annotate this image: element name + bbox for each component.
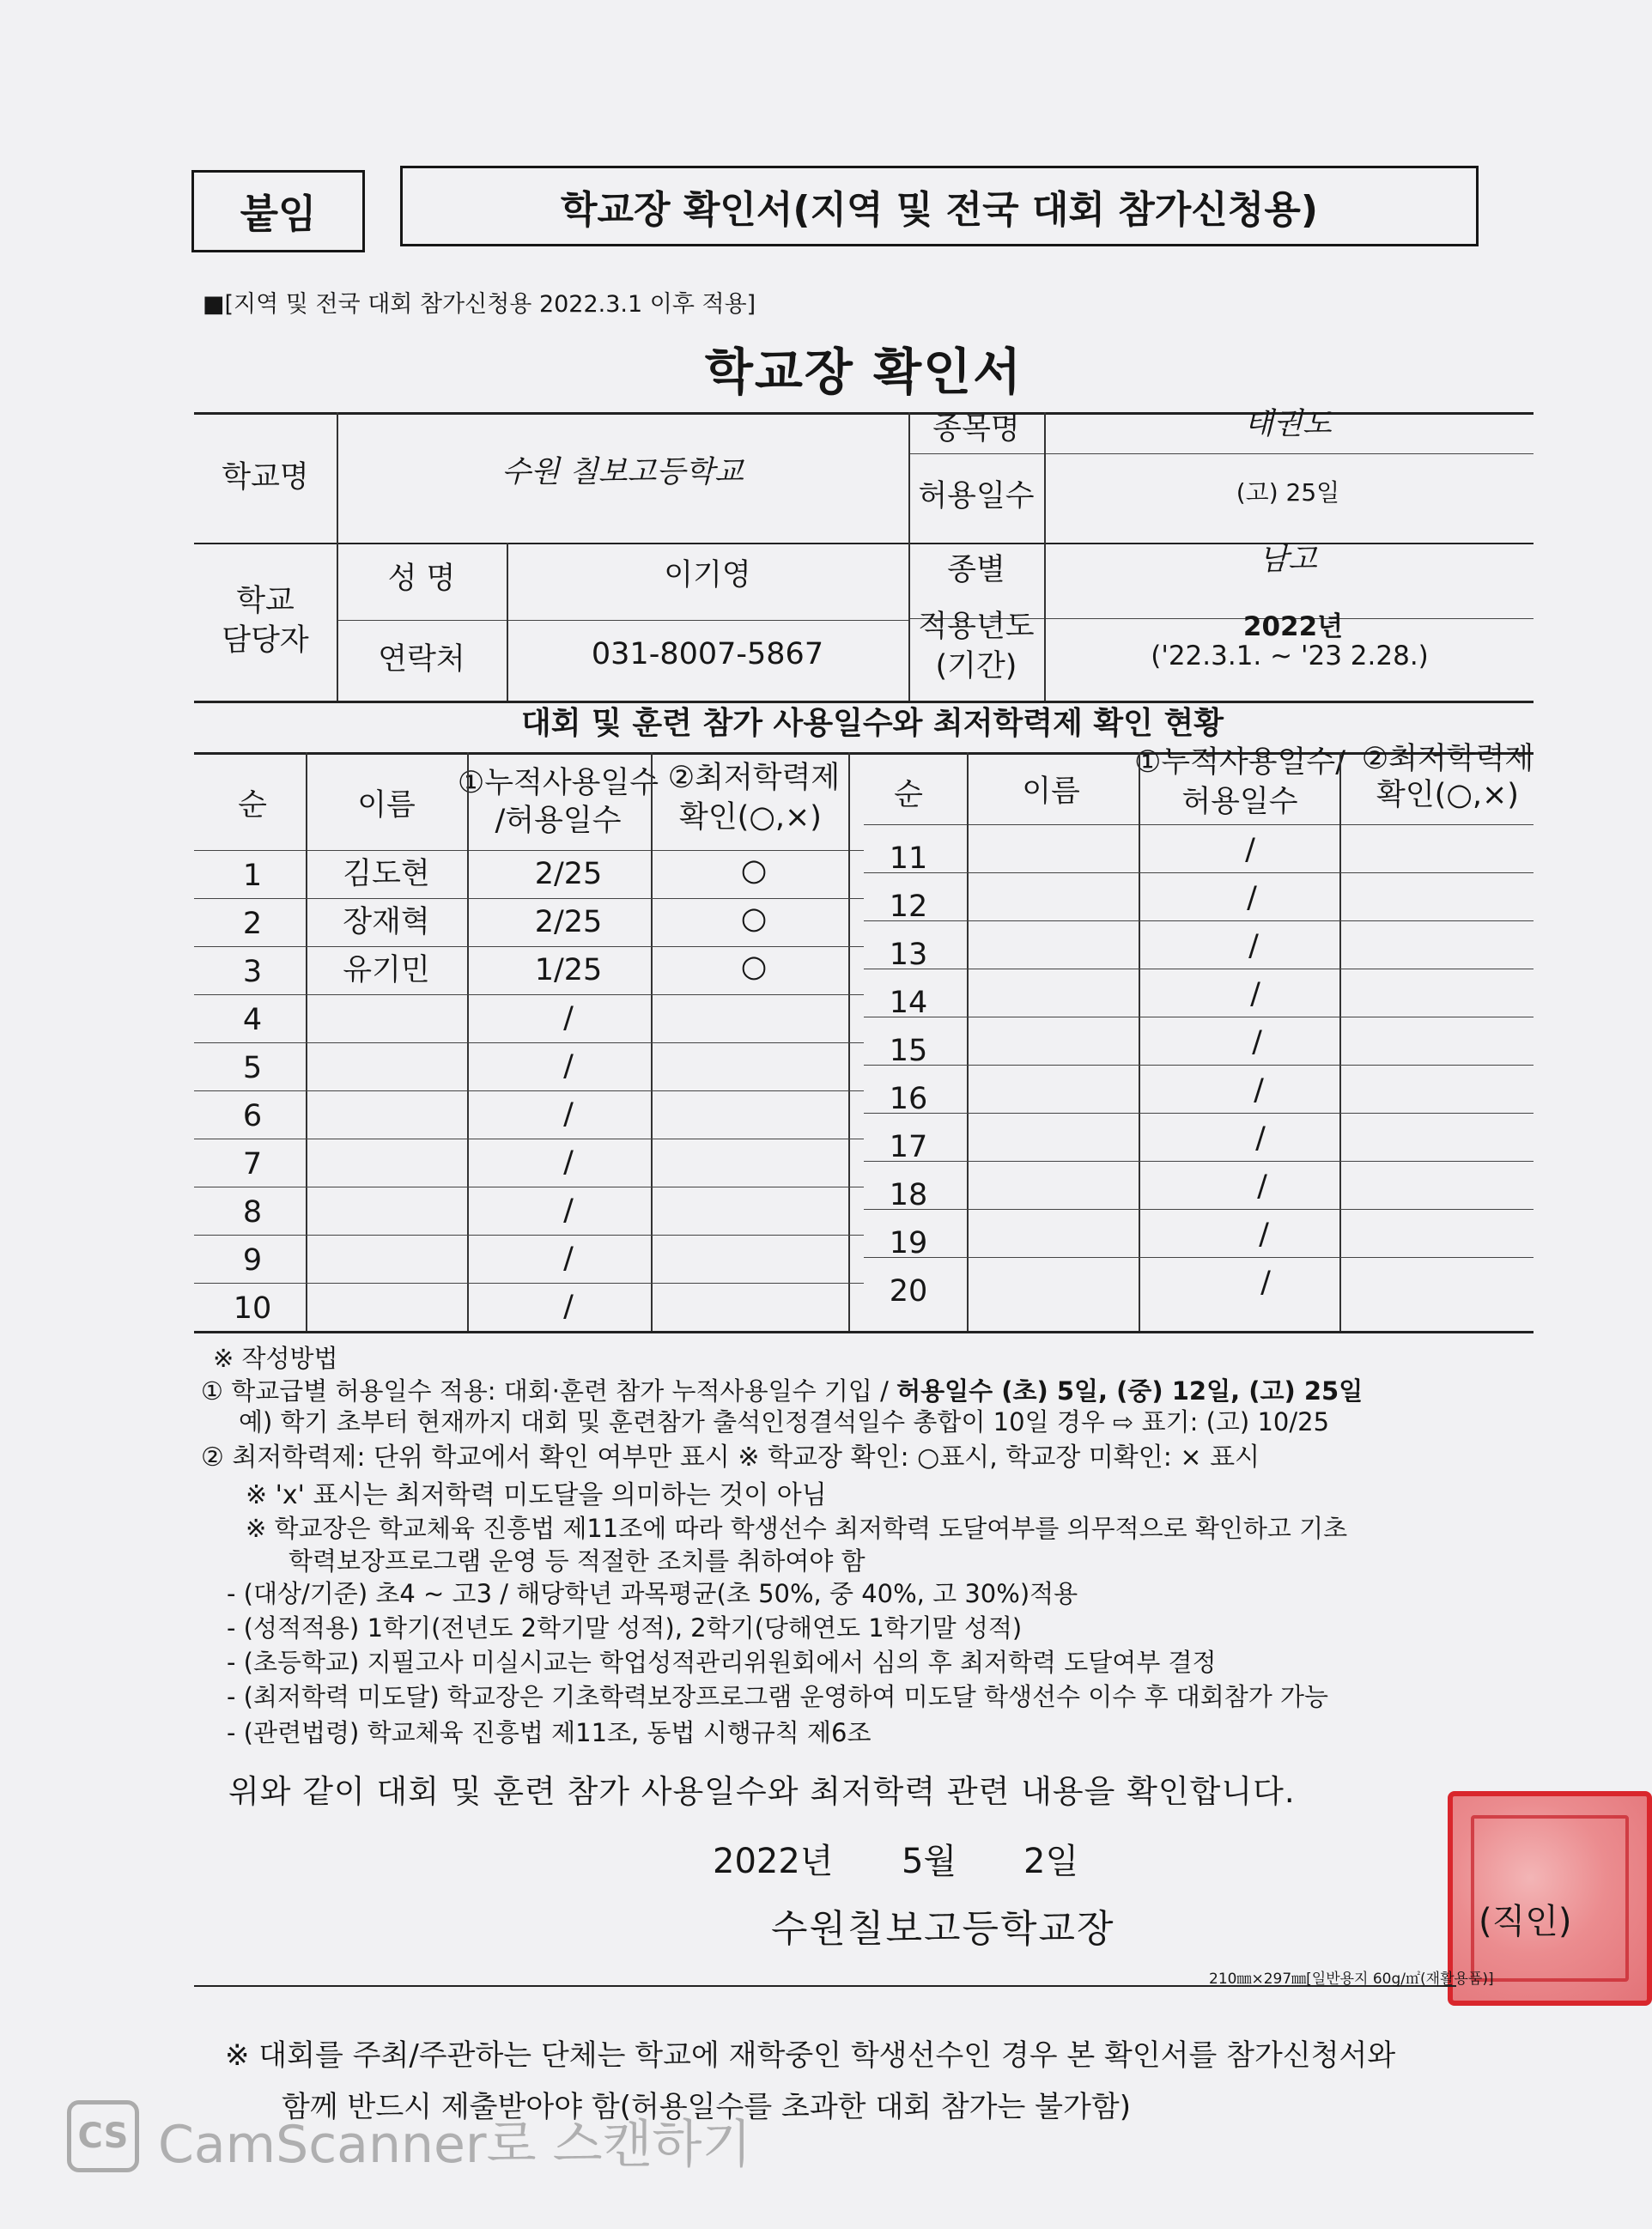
table-row-no: 7 (242, 1147, 263, 1181)
sport-label: 종목명 (932, 412, 1020, 446)
table-row-name: 김도현 (343, 857, 430, 891)
school-name-label: 학교명 (222, 460, 309, 495)
footer-note-line-1: ※ 대회를 주최/주관하는 단체는 학교에 재학중인 학생선수인 경우 본 확인서를 참가신청서와 (225, 2038, 1396, 2073)
header-no: 순 (238, 788, 267, 823)
instruction-line-5: ※ 학교장은 학교체육 진흥법 제11조에 따라 학생선수 최저학력 도달여부를 의무적으로 확인하고 기초 (246, 1514, 1348, 1543)
table-row-no: 11 (889, 841, 928, 876)
year-label-2: (기간) (935, 649, 1017, 683)
table-row-days: / (563, 1242, 574, 1276)
camscanner-watermark: CamScanner로 스캔하기 (158, 2115, 752, 2175)
allowed-days-value: (고) 25일 (1236, 478, 1340, 507)
table-row-days: / (563, 1097, 574, 1132)
instruction-line-10: - (최저학력 미도달) 학교장은 기초학력보장프로그램 운영하여 미도달 학생선수 이수 후 대회참가 가능 (227, 1682, 1329, 1711)
table-row-no: 9 (242, 1243, 263, 1278)
date-year: 2022년 (713, 1842, 834, 1881)
instruction-line-4: ※ 'x' 표시는 최저학력 미도달을 의미하는 것이 아님 (246, 1480, 827, 1510)
table-row-no: 13 (889, 938, 928, 972)
header-check-right-1: ②최저학력제 (1361, 742, 1534, 776)
table-row-days: 1/25 (534, 953, 603, 987)
table-row-no: 16 (889, 1082, 928, 1116)
instruction-line-7: - (대상/기준) 초4 ~ 고3 / 해당학년 과목평균(초 50%, 중 40%, 고 30%)적용 (227, 1579, 1078, 1608)
type-label: 종별 (947, 553, 1005, 587)
table-row-check: ○ (740, 853, 768, 888)
name-label: 성 명 (387, 562, 456, 596)
instruction-line-1 (201, 1348, 1363, 1407)
table-row-check: ○ (740, 950, 768, 984)
table-row-days: / (1257, 1169, 1267, 1204)
contact-label: 연락처 (378, 642, 465, 677)
table-row-no: 12 (889, 890, 928, 924)
table-row-days: / (1245, 833, 1255, 867)
camscanner-logo-icon: CS (67, 2100, 139, 2172)
year-value-1: 2022년 (1242, 611, 1344, 642)
header-check-1: ②최저학력제 (667, 761, 841, 795)
table-row-no: 2 (242, 907, 263, 941)
seal-label: (직인) (1479, 1902, 1572, 1941)
header-no-right: 순 (894, 778, 923, 812)
table-row-no: 17 (889, 1130, 928, 1164)
table-row-days: / (563, 1193, 574, 1228)
table-row-days: / (1250, 977, 1260, 1011)
instruction-line-2: 예) 학기 초부터 현재까지 대회 및 훈련참가 출석인정결석일수 총합이 10일 경우 ⇨ 표기: (고) 10/25 (239, 1407, 1330, 1436)
instruction-line-3: ② 최저학력제: 단위 학교에서 확인 여부만 표시 ※ 학교장 확인: ○표시, 학교장 미확인: × 표시 (201, 1442, 1260, 1473)
contact-value: 031-8007-5867 (591, 637, 824, 671)
header-check-right-2: 확인(○,×) (1376, 778, 1519, 812)
date-day: 2일 (1023, 1842, 1079, 1881)
manager-label-2: 담당자 (222, 623, 309, 658)
table-row-no: 19 (889, 1226, 928, 1260)
header-days-1: ①누적사용일수 (457, 766, 659, 800)
instruction-line-9: - (초등학교) 지필고사 미실시교는 학업성적관리위원회에서 심의 후 최저학력 도달여부 결정 (227, 1648, 1217, 1677)
header-name: 이름 (357, 788, 416, 823)
table-row-no: 10 (233, 1291, 272, 1326)
instruction-line-1a: ① 학교급별 허용일수 적용: 대회·훈련 참가 누적사용일수 기입 / (201, 1376, 897, 1406)
header-days-right-2: 허용일수 (1181, 785, 1298, 819)
header-name-right: 이름 (1022, 774, 1080, 809)
subtitle-note: ■[지역 및 전국 대회 참가신청용 2022.3.1 이후 적용] (203, 291, 756, 318)
footer-note-line-2: 함께 반드시 제출받아야 함(허용일수를 초과한 대회 참가는 불가함) (282, 2090, 1131, 2124)
table-row-days: / (563, 1290, 574, 1324)
instruction-line-8: - (성적적용) 1학기(전년도 2학기말 성적), 2학기(당해연도 1학기말 성적) (227, 1613, 1023, 1643)
table-row-no: 20 (889, 1274, 928, 1309)
instructions-heading: ※ 작성방법 (213, 1344, 338, 1373)
table-row-days: / (1248, 929, 1259, 963)
header-title: 학교장 확인서(지역 및 전국 대회 참가신청용) (400, 166, 1479, 246)
name-value: 이기영 (664, 558, 751, 592)
table-row-no: 15 (889, 1034, 928, 1068)
table-row-no: 1 (242, 859, 263, 893)
type-value: 남고 (1259, 543, 1317, 577)
table-row-no: 18 (889, 1178, 928, 1212)
table-row-no: 3 (242, 955, 263, 989)
table-row-days: / (1260, 1266, 1271, 1300)
table-row-days: / (1254, 1073, 1264, 1108)
table-row-no: 6 (242, 1099, 263, 1133)
table-row-days: / (1259, 1218, 1269, 1252)
year-value-2: ('22.3.1. ~ '23 2.28.) (1151, 641, 1429, 671)
confirmation-statement: 위와 같이 대회 및 훈련 참가 사용일수와 최저학력 관련 내용을 확인합니다. (228, 1773, 1296, 1810)
instruction-line-6: 학력보장프로그램 운영 등 적절한 조치를 취하여야 함 (288, 1546, 865, 1576)
date-month: 5월 (902, 1842, 957, 1881)
table-row-name: 장재혁 (343, 905, 430, 939)
document-title: 학교장 확인서 (704, 343, 1023, 401)
table-row-days: / (1252, 1025, 1262, 1060)
table-row-no: 8 (242, 1195, 263, 1230)
manager-label-1: 학교 (236, 584, 295, 618)
school-name-value: 수원 칠보고등학교 (501, 455, 744, 489)
sport-value: 태권도 (1244, 407, 1332, 441)
table-row-days: / (563, 1001, 574, 1036)
attachment-tag: 붙임 (191, 170, 365, 252)
table-row-days: 2/25 (534, 857, 603, 891)
year-label-1: 적용년도 (918, 610, 1035, 644)
table-row-no: 4 (242, 1003, 263, 1037)
table-row-no: 5 (242, 1051, 263, 1085)
usage-table-title: 대회 및 훈련 참가 사용일수와 최저학력제 확인 현황 (520, 706, 1224, 741)
table-row-check: ○ (740, 902, 768, 936)
principal-name: 수원칠보고등학교장 (771, 1907, 1115, 1951)
table-row-days: / (1247, 881, 1257, 915)
table-row-days: / (1255, 1121, 1266, 1156)
table-row-days: 2/25 (534, 905, 603, 939)
table-row-days: / (563, 1049, 574, 1084)
table-row-days: / (563, 1145, 574, 1180)
instruction-line-11: - (관련법령) 학교체육 진흥법 제11조, 동법 시행규칙 제6조 (227, 1718, 872, 1747)
paper-spec: 210㎜×297㎜[일반용지 60g/㎡(재활용품)] (1209, 1971, 1494, 1988)
table-row-no: 14 (889, 986, 928, 1020)
table-row-name: 유기민 (343, 953, 430, 987)
instruction-line-1b: 허용일수 (초) 5일, (중) 12일, (고) 25일 (896, 1376, 1364, 1406)
header-check-2: 확인(○,×) (679, 800, 822, 835)
allowed-days-label: 허용일수 (918, 479, 1035, 513)
header-days-2: /허용일수 (495, 804, 622, 838)
header-days-right-1: ①누적사용일수/ (1133, 745, 1346, 780)
